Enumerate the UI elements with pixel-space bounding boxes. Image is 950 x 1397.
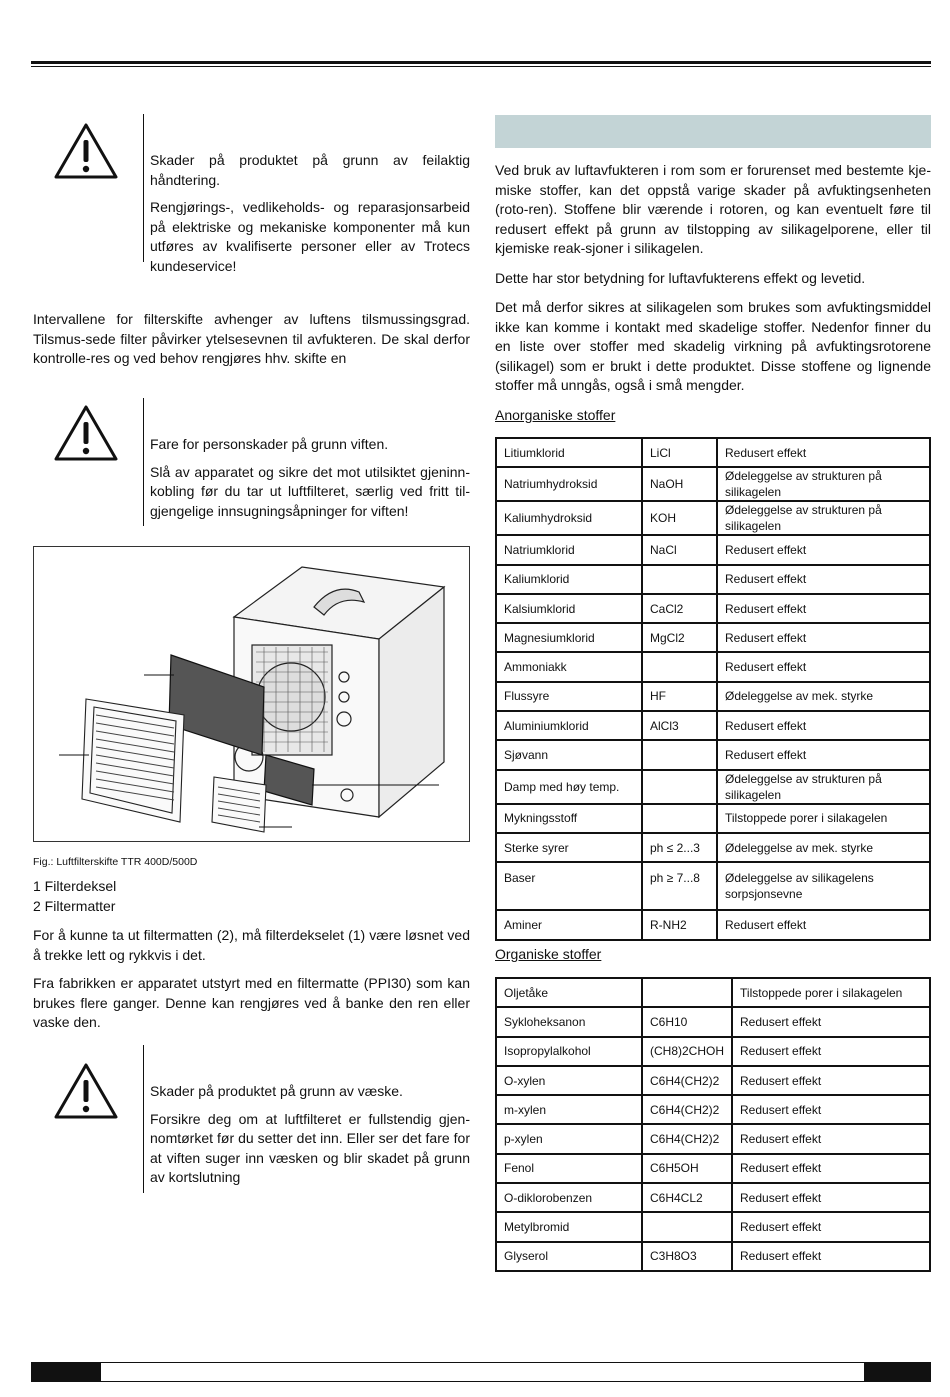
table-row xyxy=(496,833,930,862)
effect: Ødeleggelse av strukturen på silikagelen xyxy=(717,770,930,804)
substance-name: Litiumklorid xyxy=(496,438,642,467)
chemical-formula: ph ≥ 7...8 xyxy=(642,862,717,910)
legend-item-2: 2 Filtermatter xyxy=(33,897,116,914)
warning-box-2 xyxy=(33,398,470,526)
substance-name: Damp med høy temp. xyxy=(496,770,642,804)
chemical-formula: LiCl xyxy=(642,438,717,467)
footer-block-left xyxy=(31,1362,101,1382)
effect: Redusert effekt xyxy=(717,623,930,652)
table-row xyxy=(496,740,930,769)
dehumidifier-illustration xyxy=(34,547,469,841)
table-row xyxy=(496,594,930,623)
substance-name: Kaliumhydroksid xyxy=(496,501,642,535)
substance-name: Baser xyxy=(496,862,642,910)
table-row xyxy=(496,910,930,939)
substance-name: Kaliumklorid xyxy=(496,565,642,594)
warning-box-1 xyxy=(33,114,470,274)
inorganic-substances-table xyxy=(495,437,931,941)
substance-name: O-diklorobenzen xyxy=(496,1183,642,1212)
chemical-formula: C6H5OH xyxy=(642,1154,732,1183)
substance-name: Magnesiumklorid xyxy=(496,623,642,652)
organic-substances-table xyxy=(495,977,931,1272)
chemical-formula: C6H4(CH2)2 xyxy=(642,1066,732,1095)
effect: Redusert effekt xyxy=(717,565,930,594)
effect: Redusert effekt xyxy=(717,535,930,564)
effect: Redusert effekt xyxy=(717,594,930,623)
chemical-formula: ph ≤ 2...3 xyxy=(642,833,717,862)
table-row xyxy=(496,1242,930,1271)
table-row xyxy=(496,770,930,804)
section-heading-bar xyxy=(495,115,931,148)
chemical-formula: AlCl3 xyxy=(642,711,717,740)
chemical-formula xyxy=(642,565,717,594)
legend-item-1: 1 Filterdeksel xyxy=(33,878,117,894)
table-row xyxy=(496,862,930,910)
table-row xyxy=(496,565,930,594)
substance-name: Fenol xyxy=(496,1154,642,1183)
warning-triangle-icon xyxy=(53,122,119,180)
substance-name: Isopropylalkohol xyxy=(496,1037,642,1066)
substance-name: Natriumhydroksid xyxy=(496,467,642,501)
substance-name: m-xylen xyxy=(496,1095,642,1124)
substance-name: Sykloheksanon xyxy=(496,1007,642,1036)
substance-name: Oljetåke xyxy=(496,978,642,1007)
effect: Redusert effekt xyxy=(717,910,930,939)
footer-rule-top xyxy=(31,1362,931,1363)
chemical-formula xyxy=(642,804,717,833)
table-row xyxy=(496,535,930,564)
effect: Redusert effekt xyxy=(732,1154,930,1183)
effect: Redusert effekt xyxy=(732,1212,930,1241)
effect: Ødeleggelse av silikagelens sorpsjonsevne xyxy=(717,862,930,910)
effect: Redusert effekt xyxy=(732,1242,930,1271)
table-row xyxy=(496,978,930,1007)
chemical-formula: C6H10 xyxy=(642,1007,732,1036)
chemical-formula xyxy=(642,978,732,1007)
warning-body: Forsikre deg om at luftfilteret er fullstendig gjen-nomtørket før du setter det inn. Eller ser det fare for at viften suger inn væsken og blir skadet på grunn av kortslutning xyxy=(150,1110,470,1186)
chemical-formula: R-NH2 xyxy=(642,910,717,939)
effect: Redusert effekt xyxy=(732,1183,930,1212)
chemical-formula: C6H4(CH2)2 xyxy=(642,1095,732,1124)
effect: Tilstoppede porer i silakagelen xyxy=(732,978,930,1007)
effect: Redusert effekt xyxy=(732,1095,930,1124)
substance-name: Flussyre xyxy=(496,682,642,711)
figure-legend xyxy=(33,877,116,916)
warning-divider xyxy=(143,398,144,526)
silica-gel-paragraph: Det må derfor sikres at silikagelen som brukes som avfuktingsmiddel ikke kan komme i kontakt med skadelige stoffer. Nedenfor finner du en liste over stoffer med skadelig virkning på avfuktingsrotorene (silikagel) som er brukt i dette produktet. Disse stoffene og lignende stoffer må unngås, også i små mengder. xyxy=(495,299,931,394)
chemical-formula: (CH8)2CHOH xyxy=(642,1037,732,1066)
warning-title: Fare for personskader på grunn viften. xyxy=(150,436,389,452)
header-rule-thin xyxy=(31,66,931,67)
effect: Redusert effekt xyxy=(717,711,930,740)
warning-divider xyxy=(143,1045,144,1193)
importance-paragraph: Dette har stor betydning for luftavfukterens effekt og levetid. xyxy=(495,270,866,286)
intro-paragraph: Ved bruk av luftavfukteren i rom som er forurenset med bestemte kje-miske stoffer, kan det oppstå varige skader på avfuktingsenheten (roto-ren). Stoffene blir værende i rotoren, og kan eventuelt føre til redusert effekt på grunn av tilstopping av silikagelporene, eller til kjemiske reak-sjoner i silikagelen. xyxy=(495,162,931,257)
organic-heading: Organiske stoffer xyxy=(495,946,602,962)
footer-rule-bottom xyxy=(31,1381,931,1382)
factory-filter-paragraph: Fra fabrikken er apparatet utstyrt med en filtermatte (PPI30) som kan brukes flere ganger. Denne kan rengjøres ved å banke den ren eller vaske den. xyxy=(33,975,470,1031)
chemical-formula xyxy=(642,770,717,804)
table-row xyxy=(496,1124,930,1153)
chemical-formula: NaCl xyxy=(642,535,717,564)
warning-divider xyxy=(143,114,144,262)
effect: Redusert effekt xyxy=(732,1124,930,1153)
chemical-formula xyxy=(642,740,717,769)
chemical-formula: HF xyxy=(642,682,717,711)
chemical-formula xyxy=(642,1212,732,1241)
effect: Redusert effekt xyxy=(732,1037,930,1066)
substance-name: Aminer xyxy=(496,910,642,939)
chemical-formula: C6H4CL2 xyxy=(642,1183,732,1212)
effect: Redusert effekt xyxy=(732,1007,930,1036)
effect: Tilstoppede porer i silakagelen xyxy=(717,804,930,833)
substance-name: Sterke syrer xyxy=(496,833,642,862)
warning-title: Skader på produktet på grunn av feilaktig håndtering. xyxy=(150,152,470,188)
table-row xyxy=(496,1183,930,1212)
table-row xyxy=(496,501,930,535)
warning-body: Rengjørings-, vedlikeholds- og reparasjonsarbeid på elektriske og mekaniske komponenter må kun utføres av kvalifiserte personer eller av Trotecs kundeservice! xyxy=(150,199,470,274)
warning-box-3 xyxy=(33,1045,470,1193)
substance-name: O-xylen xyxy=(496,1066,642,1095)
effect: Ødeleggelse av strukturen på silikagelen xyxy=(717,467,930,501)
warning-triangle-icon xyxy=(53,404,119,462)
table-row xyxy=(496,711,930,740)
warning-title: Skader på produktet på grunn av væske. xyxy=(150,1083,403,1099)
substance-name: Natriumklorid xyxy=(496,535,642,564)
effect: Redusert effekt xyxy=(717,652,930,681)
table-row xyxy=(496,1154,930,1183)
chemical-formula: C6H4(CH2)2 xyxy=(642,1124,732,1153)
chemical-formula xyxy=(642,652,717,681)
table-row xyxy=(496,1066,930,1095)
substance-name: Ammoniakk xyxy=(496,652,642,681)
table-row xyxy=(496,467,930,501)
effect: Redusert effekt xyxy=(717,438,930,467)
table-row xyxy=(496,623,930,652)
effect: Ødeleggelse av strukturen på silikagelen xyxy=(717,501,930,535)
header-rule xyxy=(31,61,931,64)
substance-name: p-xylen xyxy=(496,1124,642,1153)
table-row xyxy=(496,1007,930,1036)
table-row xyxy=(496,438,930,467)
table-row xyxy=(496,1095,930,1124)
filter-removal-paragraph: For å kunne ta ut filtermatten (2), må filterdekselet (1) være løsnet ved å trekke lett og rykkvis i det. xyxy=(33,927,470,963)
chemical-formula: NaOH xyxy=(642,467,717,501)
warning-body: Slå av apparatet og sikre det mot utilsiktet gjeninn-kobling før du tar ut luftfilteret, særlig ved fritt til-gjengelige innsugningsåpninger for viften! xyxy=(150,463,470,519)
inorganic-heading: Anorganiske stoffer xyxy=(495,407,616,423)
substance-name: Glyserol xyxy=(496,1242,642,1271)
chemical-formula: MgCl2 xyxy=(642,623,717,652)
chemical-formula: KOH xyxy=(642,501,717,535)
substance-name: Sjøvann xyxy=(496,740,642,769)
table-row xyxy=(496,804,930,833)
substance-name: Kalsiumklorid xyxy=(496,594,642,623)
table-row xyxy=(496,682,930,711)
effect: Redusert effekt xyxy=(732,1066,930,1095)
table-row xyxy=(496,1212,930,1241)
table-row xyxy=(496,1037,930,1066)
substance-name: Mykningsstoff xyxy=(496,804,642,833)
filter-change-figure xyxy=(33,546,470,842)
effect: Redusert effekt xyxy=(717,740,930,769)
table-row xyxy=(496,652,930,681)
filter-interval-paragraph: Intervallene for filterskifte avhenger av luftens tilsmussingsgrad. Tilsmus-sede filter påvirker ytelsesevnen til avfukteren. De skal derfor kontrolle-res og ved behov rengjøres hhv. skifte en xyxy=(33,311,470,367)
warning-triangle-icon xyxy=(53,1062,119,1120)
chemical-formula: CaCl2 xyxy=(642,594,717,623)
substance-name: Metylbromid xyxy=(496,1212,642,1241)
effect: Ødeleggelse av mek. styrke xyxy=(717,682,930,711)
chemical-formula: C3H8O3 xyxy=(642,1242,732,1271)
figure-caption: Fig.: Luftfilterskifte TTR 400D/500D xyxy=(33,856,198,868)
substance-name: Aluminiumklorid xyxy=(496,711,642,740)
effect: Ødeleggelse av mek. styrke xyxy=(717,833,930,862)
footer-block-right xyxy=(864,1362,931,1382)
